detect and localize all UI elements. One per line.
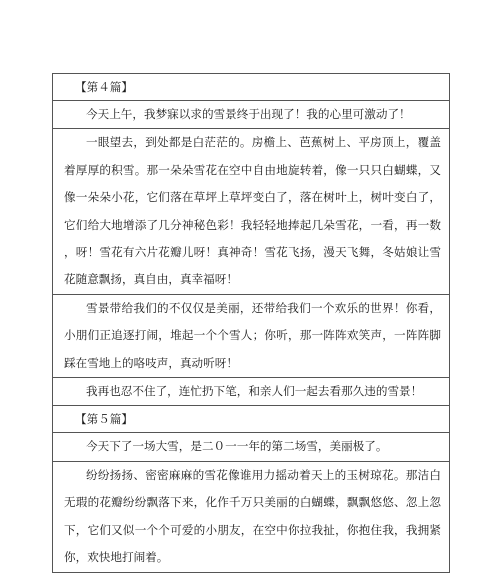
paragraph [53, 433, 449, 461]
paragraph-line: 花随意飘扬，真自由，真幸福呀！ [64, 272, 238, 287]
section-heading: 【第４篇】 [53, 74, 449, 101]
paragraph-line: 今天上午，我梦寐以求的雪景终于出现了！我的心里可激动了！ [86, 107, 411, 121]
document-table [52, 73, 450, 573]
paragraph-line: 它们给大地增添了几分神秘色彩！我轻轻地捧起几朵雪花，一看，再一数 [64, 217, 441, 232]
paragraph-line: ，呀！雪花有六片花瓣儿呀！真神奇！雪花飞扬，漫天飞舞，冬姑娘让雪 [64, 245, 441, 260]
paragraph-line: 一眼望去，到处都是白茫茫的。房檐上、芭蕉树上、平房顶上，覆盖 [86, 135, 441, 150]
paragraph-line: 像一朵朵小花，它们落在草坪上草坪变白了，落在树叶上，树叶变白了， [64, 190, 441, 205]
paragraph-line: 小朋们正追逐打闹，堆起一个个雪人；你听，那一阵阵欢笑声，一阵阵脚 [64, 328, 441, 343]
paragraph [53, 295, 449, 378]
paragraph-line: 雪景带给我们的不仅仅是美丽，还带给我们一个欢乐的世界！你看， [86, 300, 441, 315]
paragraph-line: 着厚厚的积雪。那一朵朵雪花在空中自由地旋转着，像一只只白蝴蝶，又 [64, 162, 441, 177]
paragraph-line: 我再也忍不住了，连忙扔下笔，和亲人们一起去看那久违的雪景！ [86, 384, 423, 399]
paragraph-line: 今天下了一场大雪，是二０一一年的第二场雪，美丽极了。 [86, 439, 388, 454]
paragraph-line: 无瑕的花瓣纷纷飘落下来，化作千万只美丽的白蝴蝶，飘飘悠悠、忽上忽 [64, 495, 441, 510]
paragraph [53, 462, 449, 573]
paragraph-line: 你，欢快地打闹着。 [64, 550, 169, 565]
paragraph [53, 101, 449, 129]
section-heading: 【第５篇】 [53, 406, 449, 433]
paragraph-line: 纷纷扬扬、密密麻麻的雪花像谁用力摇动着天上的玉树琼花。那洁白 [86, 467, 441, 482]
paragraph [53, 129, 449, 294]
paragraph-line: 下，它们又似一个个可爱的小朋友，在空中你拉我扯，你抱住我，我拥紧 [64, 522, 441, 537]
paragraph [53, 378, 449, 406]
paragraph-line: 踩在雪地上的咯吱声，真动听呀！ [64, 355, 238, 370]
